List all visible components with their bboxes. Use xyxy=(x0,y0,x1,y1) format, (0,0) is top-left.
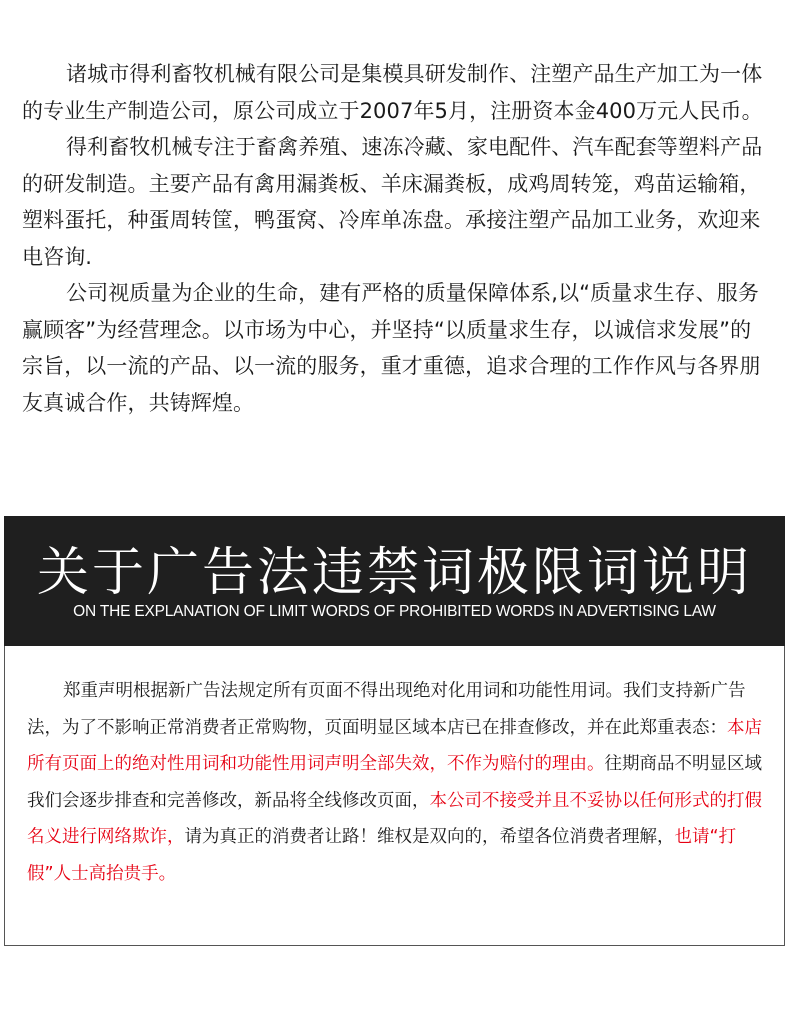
intro-paragraph-2: 得利畜牧机械专注于畜禽养殖、速冻冷藏、家电配件、汽车配套等塑料产品的研发制造。主要产品有禽用漏粪板、羊床漏粪板，成鸡周转笼，鸡苗运输箱，塑料蛋托，种蛋周转筐，鸭蛋窝、冷库单冻盘。承接注塑产品加工业务，欢迎来电咨询. xyxy=(22,135,763,269)
banner-title: 关于广告法违禁词极限词说明 xyxy=(36,543,752,603)
notice-red-statement-2: 本公司不接受并且不妥协以任何形式的打假名义进行网络欺诈， xyxy=(27,790,762,847)
intro-paragraph-1: 诸城市得利畜牧机械有限公司是集模具研发制作、注塑产品生产加工为一体的专业生产制造公司，原公司成立于2007年5月，注册资本金400万元人民币。 xyxy=(22,62,763,123)
notice-red-statement-1: 本店所有页面上的绝对性用词和功能性用词声明全部失效，不作为赔付的理由。 xyxy=(27,717,762,774)
intro-paragraph-3: 公司视质量为企业的生命，建有严格的质量保障体系,以“质量求生存、服务赢顾客”为经营理念。以市场为中心，并坚持“以质量求生存，以诚信求发展”的宗旨，以一流的产品、以一流的服务，重才重德，追求合理的工作作风与各界朋友真诚合作，共铸辉煌。 xyxy=(22,281,761,415)
notice-text xyxy=(27,673,763,892)
notice-banner xyxy=(4,516,785,646)
notice-box xyxy=(4,646,785,946)
notice-text-part-5: 请为真正的消费者让路！维权是双向的，希望各位消费者理解， xyxy=(184,827,675,847)
notice-text-part-3: 往期商品不明显区域我们会逐步排查和完善修改，新品将全线修改页面， xyxy=(27,754,762,811)
notice-red-statement-3: 也请“打假”人士高抬贵手。 xyxy=(27,827,737,884)
banner-subtitle: ON THE EXPLANATION OF LIMIT WORDS OF PROHIBITED WORDS IN ADVERTISING LAW xyxy=(73,603,716,620)
notice-text-part-1: 郑重声明根据新广告法规定所有页面不得出现绝对化用词和功能性用词。我们支持新广告法，为了不影响正常消费者正常购物，页面明显区域本店已在排查修改，并在此郑重表态： xyxy=(27,681,746,738)
company-intro xyxy=(22,56,770,421)
